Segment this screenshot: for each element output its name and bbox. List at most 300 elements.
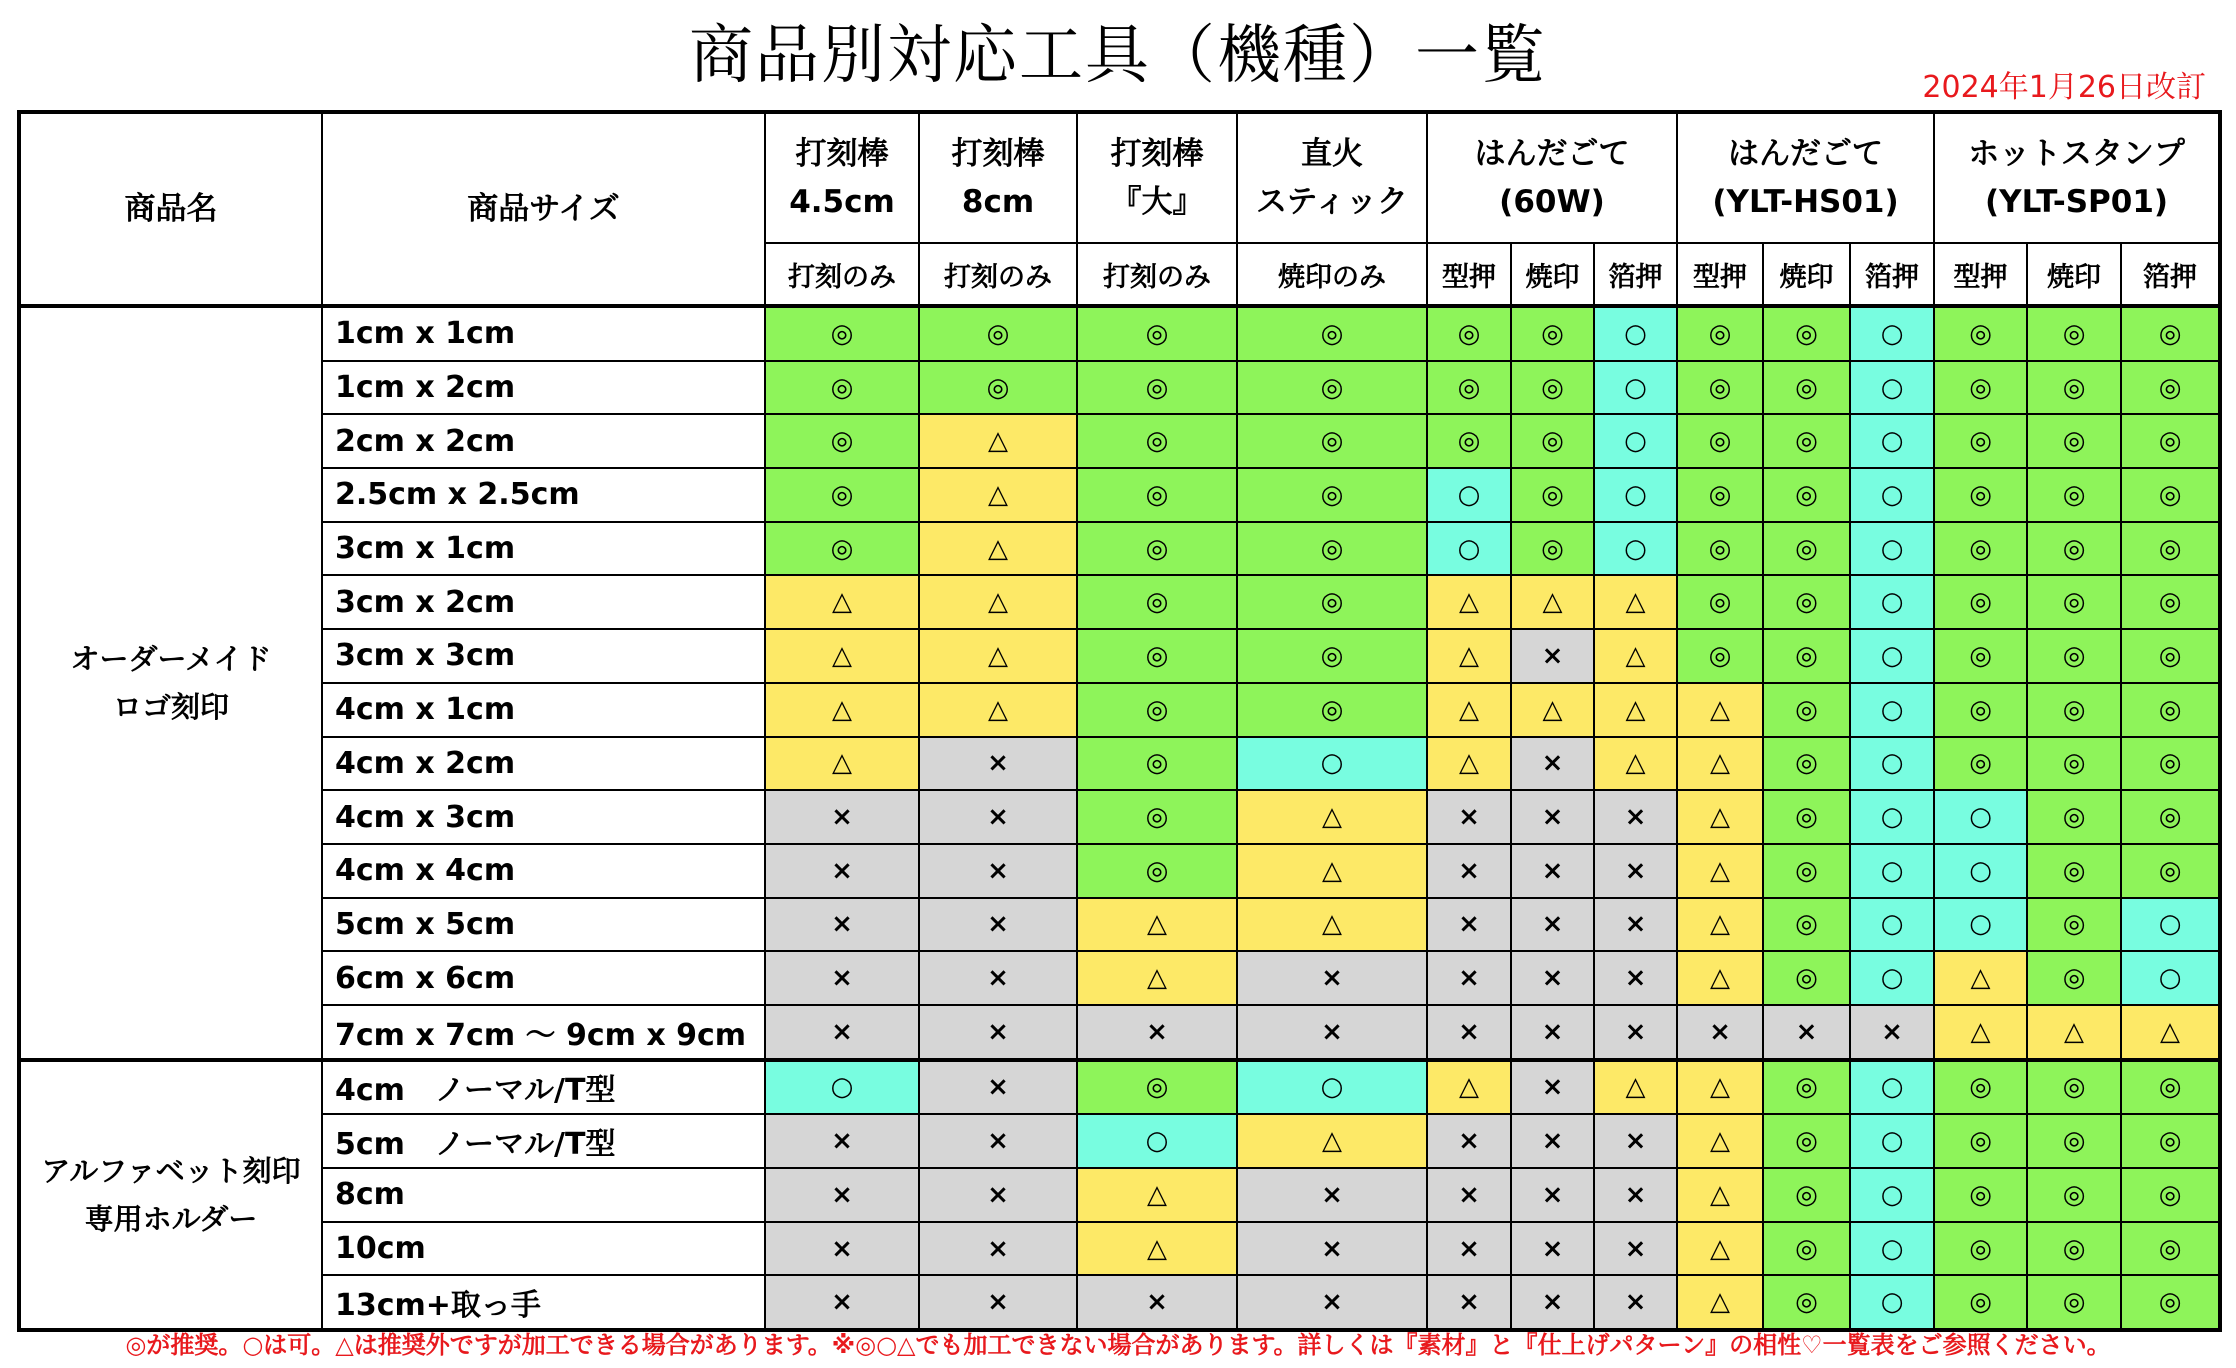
- compatibility-cell: ×: [1594, 1114, 1677, 1168]
- compatibility-cell: △: [1677, 1222, 1763, 1276]
- compatibility-cell: ◎: [1511, 306, 1594, 361]
- compatibility-cell: ◎: [2027, 1114, 2121, 1168]
- compatibility-cell: ◎: [2027, 306, 2121, 361]
- compatibility-cell: ◎: [2027, 951, 2121, 1005]
- compatibility-cell: ○: [1850, 1168, 1934, 1222]
- compatibility-cell: ◎: [1934, 468, 2027, 522]
- compatibility-cell: ◎: [2121, 1060, 2220, 1115]
- header-product-size: 商品サイズ: [322, 112, 765, 306]
- header-subtype: 焼印: [2027, 243, 2121, 306]
- header-subtype: 型押: [1677, 243, 1763, 306]
- footnote: ◎が推奨。○は可。△は推奨外ですが加工できる場合があります。※◎○△でも加工できない場合があります。詳しくは『素材』と『仕上げパターン』の相性♡一覧表をご参照ください。: [125, 1331, 2111, 1359]
- compatibility-cell: ×: [1427, 1114, 1511, 1168]
- compatibility-cell: ×: [1511, 1060, 1594, 1115]
- compatibility-cell: ×: [1427, 1275, 1511, 1330]
- compatibility-cell: △: [765, 629, 919, 683]
- compatibility-cell: △: [1677, 683, 1763, 737]
- compatibility-cell: ×: [919, 1005, 1077, 1060]
- header-subtype: 箔押: [2121, 243, 2220, 306]
- compatibility-cell: ◎: [1077, 468, 1237, 522]
- compatibility-cell: ×: [1763, 1005, 1850, 1060]
- compatibility-cell: ◎: [1934, 522, 2027, 576]
- compatibility-cell: ◎: [1427, 361, 1511, 415]
- compatibility-cell: ○: [1850, 414, 1934, 468]
- compatibility-cell: ◎: [2121, 361, 2220, 415]
- compatibility-cell: ◎: [1677, 468, 1763, 522]
- table-row: [19, 683, 2220, 737]
- product-size-cell: 4cm x 1cm: [322, 683, 765, 737]
- compatibility-cell: ◎: [2027, 844, 2121, 898]
- compatibility-cell: ◎: [1763, 629, 1850, 683]
- table-row: [19, 575, 2220, 629]
- product-size-cell: 4cm ノーマル/T型: [322, 1060, 765, 1115]
- compatibility-cell: ◎: [2121, 468, 2220, 522]
- compatibility-cell: ◎: [2121, 306, 2220, 361]
- compatibility-cell: △: [1594, 629, 1677, 683]
- compatibility-cell: ◎: [2027, 1060, 2121, 1115]
- compatibility-cell: △: [2121, 1005, 2220, 1060]
- product-size-cell: 5cm x 5cm: [322, 898, 765, 952]
- header-tool: はんだごて (YLT-HS01): [1677, 112, 1934, 243]
- compatibility-cell: ×: [1427, 1222, 1511, 1276]
- compatibility-cell: ◎: [2121, 414, 2220, 468]
- compatibility-table: [17, 110, 2222, 1332]
- compatibility-cell: ◎: [1763, 790, 1850, 844]
- compatibility-cell: ○: [1934, 844, 2027, 898]
- compatibility-cell: ×: [1427, 898, 1511, 952]
- compatibility-cell: ×: [1427, 790, 1511, 844]
- compatibility-cell: △: [765, 683, 919, 737]
- table-row: [19, 1168, 2220, 1222]
- compatibility-cell: ◎: [919, 361, 1077, 415]
- table-row: [19, 1222, 2220, 1276]
- compatibility-cell: ◎: [1077, 737, 1237, 791]
- compatibility-cell: ×: [1237, 951, 1427, 1005]
- compatibility-cell: ◎: [1237, 575, 1427, 629]
- compatibility-cell: ◎: [1511, 468, 1594, 522]
- compatibility-cell: ×: [765, 1222, 919, 1276]
- compatibility-cell: ×: [765, 1005, 919, 1060]
- page-title: 商品別対応工具（機種）一覧: [689, 19, 1547, 93]
- compatibility-cell: △: [1594, 575, 1677, 629]
- compatibility-cell: △: [1427, 683, 1511, 737]
- header-tool: 打刻棒 『大』: [1077, 112, 1237, 243]
- header-subtype: 箔押: [1594, 243, 1677, 306]
- compatibility-cell: △: [1594, 737, 1677, 791]
- compatibility-cell: ◎: [1763, 951, 1850, 1005]
- compatibility-cell: ◎: [2027, 1222, 2121, 1276]
- compatibility-cell: ○: [1850, 575, 1934, 629]
- compatibility-cell: ○: [1594, 522, 1677, 576]
- compatibility-cell: ◎: [1763, 414, 1850, 468]
- compatibility-cell: ◎: [1763, 737, 1850, 791]
- table-row: [19, 1060, 2220, 1115]
- compatibility-cell: △: [765, 575, 919, 629]
- compatibility-cell: ◎: [1237, 361, 1427, 415]
- compatibility-cell: ×: [1237, 1222, 1427, 1276]
- header-tool: 打刻棒 8cm: [919, 112, 1077, 243]
- compatibility-cell: ◎: [2121, 683, 2220, 737]
- compatibility-cell: ◎: [1934, 1222, 2027, 1276]
- compatibility-cell: △: [1677, 1275, 1763, 1330]
- compatibility-cell: ×: [1077, 1275, 1237, 1330]
- compatibility-cell: ×: [1594, 1005, 1677, 1060]
- compatibility-cell: △: [1427, 629, 1511, 683]
- table-row: [19, 737, 2220, 791]
- compatibility-cell: ×: [1594, 1168, 1677, 1222]
- compatibility-cell: ○: [1934, 898, 2027, 952]
- compatibility-cell: ◎: [1763, 306, 1850, 361]
- compatibility-cell: ◎: [1763, 361, 1850, 415]
- compatibility-cell: ×: [919, 1168, 1077, 1222]
- compatibility-cell: ○: [1077, 1114, 1237, 1168]
- table-row: [19, 522, 2220, 576]
- product-size-cell: 2.5cm x 2.5cm: [322, 468, 765, 522]
- table-row: [19, 306, 2220, 361]
- compatibility-cell: ×: [765, 1114, 919, 1168]
- compatibility-cell: ○: [1850, 1114, 1934, 1168]
- compatibility-cell: ◎: [1934, 1114, 2027, 1168]
- header-subtype: 打刻のみ: [919, 243, 1077, 306]
- compatibility-cell: ×: [1077, 1005, 1237, 1060]
- compatibility-cell: ◎: [2121, 1114, 2220, 1168]
- product-size-cell: 8cm: [322, 1168, 765, 1222]
- compatibility-cell: △: [1594, 683, 1677, 737]
- compatibility-cell: ◎: [2027, 1168, 2121, 1222]
- compatibility-cell: △: [1677, 1060, 1763, 1115]
- compatibility-cell: △: [1511, 683, 1594, 737]
- compatibility-cell: ×: [1511, 844, 1594, 898]
- header-tool: はんだごて (60W): [1427, 112, 1677, 243]
- product-size-cell: 1cm x 1cm: [322, 306, 765, 361]
- compatibility-cell: ×: [1677, 1005, 1763, 1060]
- header-subtype: 打刻のみ: [1077, 243, 1237, 306]
- compatibility-cell: ×: [1511, 1168, 1594, 1222]
- product-size-cell: 10cm: [322, 1222, 765, 1276]
- compatibility-cell: ◎: [1077, 306, 1237, 361]
- compatibility-cell: ◎: [1934, 683, 2027, 737]
- compatibility-cell: ○: [1850, 306, 1934, 361]
- compatibility-cell: ×: [765, 951, 919, 1005]
- compatibility-cell: ◎: [1077, 629, 1237, 683]
- table-row: [19, 898, 2220, 952]
- compatibility-cell: ◎: [2121, 1222, 2220, 1276]
- compatibility-cell: ◎: [2121, 790, 2220, 844]
- compatibility-cell: ×: [1594, 790, 1677, 844]
- compatibility-cell: △: [1237, 898, 1427, 952]
- product-size-cell: 2cm x 2cm: [322, 414, 765, 468]
- compatibility-cell: △: [1677, 790, 1763, 844]
- header-tool: 打刻棒 4.5cm: [765, 112, 919, 243]
- compatibility-cell: ◎: [2027, 1275, 2121, 1330]
- compatibility-cell: △: [1237, 790, 1427, 844]
- compatibility-cell: ○: [1850, 898, 1934, 952]
- compatibility-cell: △: [1427, 575, 1511, 629]
- header-subtype: 焼印: [1763, 243, 1850, 306]
- compatibility-cell: ○: [1850, 737, 1934, 791]
- compatibility-cell: ◎: [2121, 1275, 2220, 1330]
- compatibility-cell: ×: [1237, 1168, 1427, 1222]
- header-subtype: 箔押: [1850, 243, 1934, 306]
- table-row: [19, 844, 2220, 898]
- compatibility-cell: ○: [1850, 683, 1934, 737]
- compatibility-cell: ◎: [1077, 414, 1237, 468]
- compatibility-cell: ◎: [1934, 1275, 2027, 1330]
- compatibility-cell: ◎: [1677, 306, 1763, 361]
- compatibility-cell: △: [1677, 737, 1763, 791]
- header-subtype: 焼印のみ: [1237, 243, 1427, 306]
- compatibility-cell: ×: [1427, 1005, 1511, 1060]
- compatibility-cell: ◎: [1237, 414, 1427, 468]
- compatibility-cell: △: [919, 522, 1077, 576]
- compatibility-cell: △: [1934, 951, 2027, 1005]
- compatibility-cell: ◎: [1511, 414, 1594, 468]
- compatibility-cell: ◎: [1077, 683, 1237, 737]
- compatibility-cell: ◎: [1934, 306, 2027, 361]
- compatibility-cell: ◎: [1763, 1114, 1850, 1168]
- compatibility-cell: △: [1077, 1222, 1237, 1276]
- compatibility-cell: ×: [919, 737, 1077, 791]
- compatibility-cell: △: [1934, 1005, 2027, 1060]
- compatibility-cell: ×: [1594, 1222, 1677, 1276]
- compatibility-cell: △: [919, 683, 1077, 737]
- product-size-cell: 7cm x 7cm 〜 9cm x 9cm: [322, 1005, 765, 1060]
- compatibility-cell: ○: [1594, 361, 1677, 415]
- table-row: [19, 1114, 2220, 1168]
- compatibility-cell: ◎: [765, 361, 919, 415]
- compatibility-cell: ○: [1850, 1060, 1934, 1115]
- compatibility-cell: ×: [919, 1114, 1077, 1168]
- compatibility-cell: ◎: [2027, 898, 2121, 952]
- compatibility-cell: ◎: [2027, 790, 2121, 844]
- compatibility-cell: ×: [1594, 951, 1677, 1005]
- product-size-cell: 3cm x 1cm: [322, 522, 765, 576]
- compatibility-cell: ×: [1511, 951, 1594, 1005]
- product-group-name: オーダーメイド ロゴ刻印: [19, 306, 322, 1060]
- compatibility-cell: ×: [765, 1275, 919, 1330]
- compatibility-cell: ◎: [2121, 844, 2220, 898]
- compatibility-cell: ◎: [1763, 1275, 1850, 1330]
- compatibility-cell: ×: [1511, 1275, 1594, 1330]
- compatibility-cell: ◎: [1677, 575, 1763, 629]
- compatibility-cell: ○: [1850, 522, 1934, 576]
- table-row: [19, 361, 2220, 415]
- compatibility-cell: △: [1677, 1168, 1763, 1222]
- header-subtype: 型押: [1427, 243, 1511, 306]
- product-size-cell: 5cm ノーマル/T型: [322, 1114, 765, 1168]
- compatibility-cell: ×: [1427, 951, 1511, 1005]
- compatibility-cell: ◎: [1934, 414, 2027, 468]
- product-size-cell: 6cm x 6cm: [322, 951, 765, 1005]
- compatibility-cell: ×: [1237, 1005, 1427, 1060]
- compatibility-cell: ×: [1427, 1168, 1511, 1222]
- compatibility-cell: ○: [1594, 306, 1677, 361]
- header-subtype: 焼印: [1511, 243, 1594, 306]
- table-body: [19, 306, 2220, 1330]
- compatibility-cell: ◎: [1427, 306, 1511, 361]
- compatibility-cell: ○: [1850, 790, 1934, 844]
- compatibility-cell: ◎: [1763, 1222, 1850, 1276]
- compatibility-cell: ○: [765, 1060, 919, 1115]
- compatibility-cell: ○: [1594, 468, 1677, 522]
- compatibility-cell: ◎: [919, 306, 1077, 361]
- compatibility-cell: ◎: [1763, 683, 1850, 737]
- compatibility-cell: ×: [919, 1222, 1077, 1276]
- header-subtype: 打刻のみ: [765, 243, 919, 306]
- compatibility-cell: ○: [1850, 951, 1934, 1005]
- compatibility-cell: ◎: [1077, 790, 1237, 844]
- compatibility-cell: ○: [1850, 468, 1934, 522]
- compatibility-cell: △: [919, 468, 1077, 522]
- product-size-cell: 3cm x 3cm: [322, 629, 765, 683]
- compatibility-cell: ◎: [1934, 737, 2027, 791]
- table-row: [19, 468, 2220, 522]
- compatibility-cell: ◎: [1763, 844, 1850, 898]
- compatibility-cell: ◎: [1934, 1168, 2027, 1222]
- header-product-name: 商品名: [19, 112, 322, 306]
- compatibility-cell: ◎: [1237, 683, 1427, 737]
- compatibility-cell: ○: [1850, 844, 1934, 898]
- compatibility-cell: ×: [1511, 1005, 1594, 1060]
- compatibility-cell: ◎: [1934, 575, 2027, 629]
- product-size-cell: 3cm x 2cm: [322, 575, 765, 629]
- compatibility-cell: ◎: [1077, 522, 1237, 576]
- compatibility-cell: ◎: [2027, 522, 2121, 576]
- table-row: [19, 629, 2220, 683]
- compatibility-cell: ◎: [2121, 575, 2220, 629]
- compatibility-cell: ◎: [1237, 468, 1427, 522]
- compatibility-cell: ◎: [1934, 629, 2027, 683]
- compatibility-cell: △: [1677, 1114, 1763, 1168]
- compatibility-cell: △: [1511, 575, 1594, 629]
- compatibility-cell: △: [1427, 737, 1511, 791]
- compatibility-cell: ×: [1511, 790, 1594, 844]
- compatibility-cell: ×: [919, 844, 1077, 898]
- table-row: [19, 1005, 2220, 1060]
- compatibility-cell: ◎: [765, 468, 919, 522]
- compatibility-cell: ×: [765, 844, 919, 898]
- table-row: [19, 951, 2220, 1005]
- compatibility-cell: ◎: [2027, 414, 2121, 468]
- compatibility-cell: ◎: [1237, 306, 1427, 361]
- compatibility-cell: ◎: [2027, 468, 2121, 522]
- header-subtype: 型押: [1934, 243, 2027, 306]
- compatibility-cell: ◎: [2121, 629, 2220, 683]
- compatibility-cell: ○: [1237, 1060, 1427, 1115]
- compatibility-cell: ×: [1511, 1222, 1594, 1276]
- compatibility-cell: ◎: [2027, 683, 2121, 737]
- compatibility-cell: ◎: [1763, 1060, 1850, 1115]
- compatibility-cell: ×: [1850, 1005, 1934, 1060]
- compatibility-cell: △: [1237, 1114, 1427, 1168]
- compatibility-cell: ◎: [1763, 522, 1850, 576]
- compatibility-cell: △: [1427, 1060, 1511, 1115]
- compatibility-cell: ◎: [1511, 361, 1594, 415]
- compatibility-cell: ◎: [1427, 414, 1511, 468]
- product-size-cell: 1cm x 2cm: [322, 361, 765, 415]
- compatibility-cell: ◎: [1237, 522, 1427, 576]
- compatibility-cell: ◎: [1237, 629, 1427, 683]
- compatibility-cell: ×: [919, 790, 1077, 844]
- compatibility-cell: ◎: [1511, 522, 1594, 576]
- compatibility-cell: ◎: [765, 414, 919, 468]
- compatibility-cell: △: [919, 629, 1077, 683]
- product-size-cell: 13cm+取っ手: [322, 1275, 765, 1330]
- compatibility-cell: ○: [1850, 1222, 1934, 1276]
- product-size-cell: 4cm x 4cm: [322, 844, 765, 898]
- compatibility-cell: ◎: [2027, 361, 2121, 415]
- compatibility-cell: △: [2027, 1005, 2121, 1060]
- revision-date: 2024年1月26日改訂: [1922, 70, 2206, 105]
- compatibility-cell: ×: [1511, 737, 1594, 791]
- product-group-name: アルファベット刻印 専用ホルダー: [19, 1060, 322, 1330]
- compatibility-cell: ◎: [1763, 898, 1850, 952]
- compatibility-cell: ○: [1850, 361, 1934, 415]
- compatibility-cell: △: [1077, 1168, 1237, 1222]
- header-tool: ホットスタンプ (YLT-SP01): [1934, 112, 2220, 243]
- compatibility-cell: ×: [1427, 844, 1511, 898]
- compatibility-cell: △: [765, 737, 919, 791]
- compatibility-cell: ×: [765, 790, 919, 844]
- compatibility-cell: △: [1077, 951, 1237, 1005]
- compatibility-cell: △: [1677, 951, 1763, 1005]
- compatibility-cell: ×: [919, 951, 1077, 1005]
- compatibility-cell: ◎: [765, 522, 919, 576]
- header-tool: 直火 スティック: [1237, 112, 1427, 243]
- compatibility-cell: ◎: [1677, 414, 1763, 468]
- compatibility-cell: ◎: [1677, 522, 1763, 576]
- compatibility-cell: ◎: [2027, 737, 2121, 791]
- compatibility-cell: ◎: [1077, 844, 1237, 898]
- compatibility-cell: ◎: [2027, 575, 2121, 629]
- compatibility-cell: ×: [1237, 1275, 1427, 1330]
- compatibility-cell: ◎: [1677, 361, 1763, 415]
- compatibility-cell: ○: [1427, 468, 1511, 522]
- compatibility-cell: △: [1594, 1060, 1677, 1115]
- compatibility-cell: ×: [765, 1168, 919, 1222]
- compatibility-cell: ◎: [1077, 1060, 1237, 1115]
- compatibility-cell: ◎: [2121, 737, 2220, 791]
- compatibility-cell: △: [1677, 844, 1763, 898]
- compatibility-cell: ×: [919, 898, 1077, 952]
- compatibility-cell: ◎: [2027, 629, 2121, 683]
- compatibility-cell: ◎: [2121, 1168, 2220, 1222]
- compatibility-cell: ×: [1511, 898, 1594, 952]
- compatibility-cell: △: [1677, 898, 1763, 952]
- compatibility-cell: ○: [1934, 790, 2027, 844]
- compatibility-cell: ○: [1850, 629, 1934, 683]
- compatibility-cell: ×: [1511, 629, 1594, 683]
- table-row: [19, 1275, 2220, 1330]
- compatibility-cell: ◎: [1763, 468, 1850, 522]
- compatibility-cell: ×: [1511, 1114, 1594, 1168]
- compatibility-cell: ◎: [1677, 629, 1763, 683]
- compatibility-cell: ○: [1594, 414, 1677, 468]
- compatibility-cell: △: [1077, 898, 1237, 952]
- compatibility-cell: ×: [1594, 844, 1677, 898]
- compatibility-cell: ○: [2121, 951, 2220, 1005]
- compatibility-cell: ○: [1850, 1275, 1934, 1330]
- compatibility-cell: ×: [919, 1060, 1077, 1115]
- table-row: [19, 414, 2220, 468]
- compatibility-cell: ×: [919, 1275, 1077, 1330]
- compatibility-cell: ◎: [1077, 575, 1237, 629]
- compatibility-cell: ◎: [2121, 522, 2220, 576]
- compatibility-cell: ◎: [1763, 1168, 1850, 1222]
- compatibility-cell: ◎: [1763, 575, 1850, 629]
- compatibility-cell: △: [919, 575, 1077, 629]
- compatibility-cell: ◎: [1077, 361, 1237, 415]
